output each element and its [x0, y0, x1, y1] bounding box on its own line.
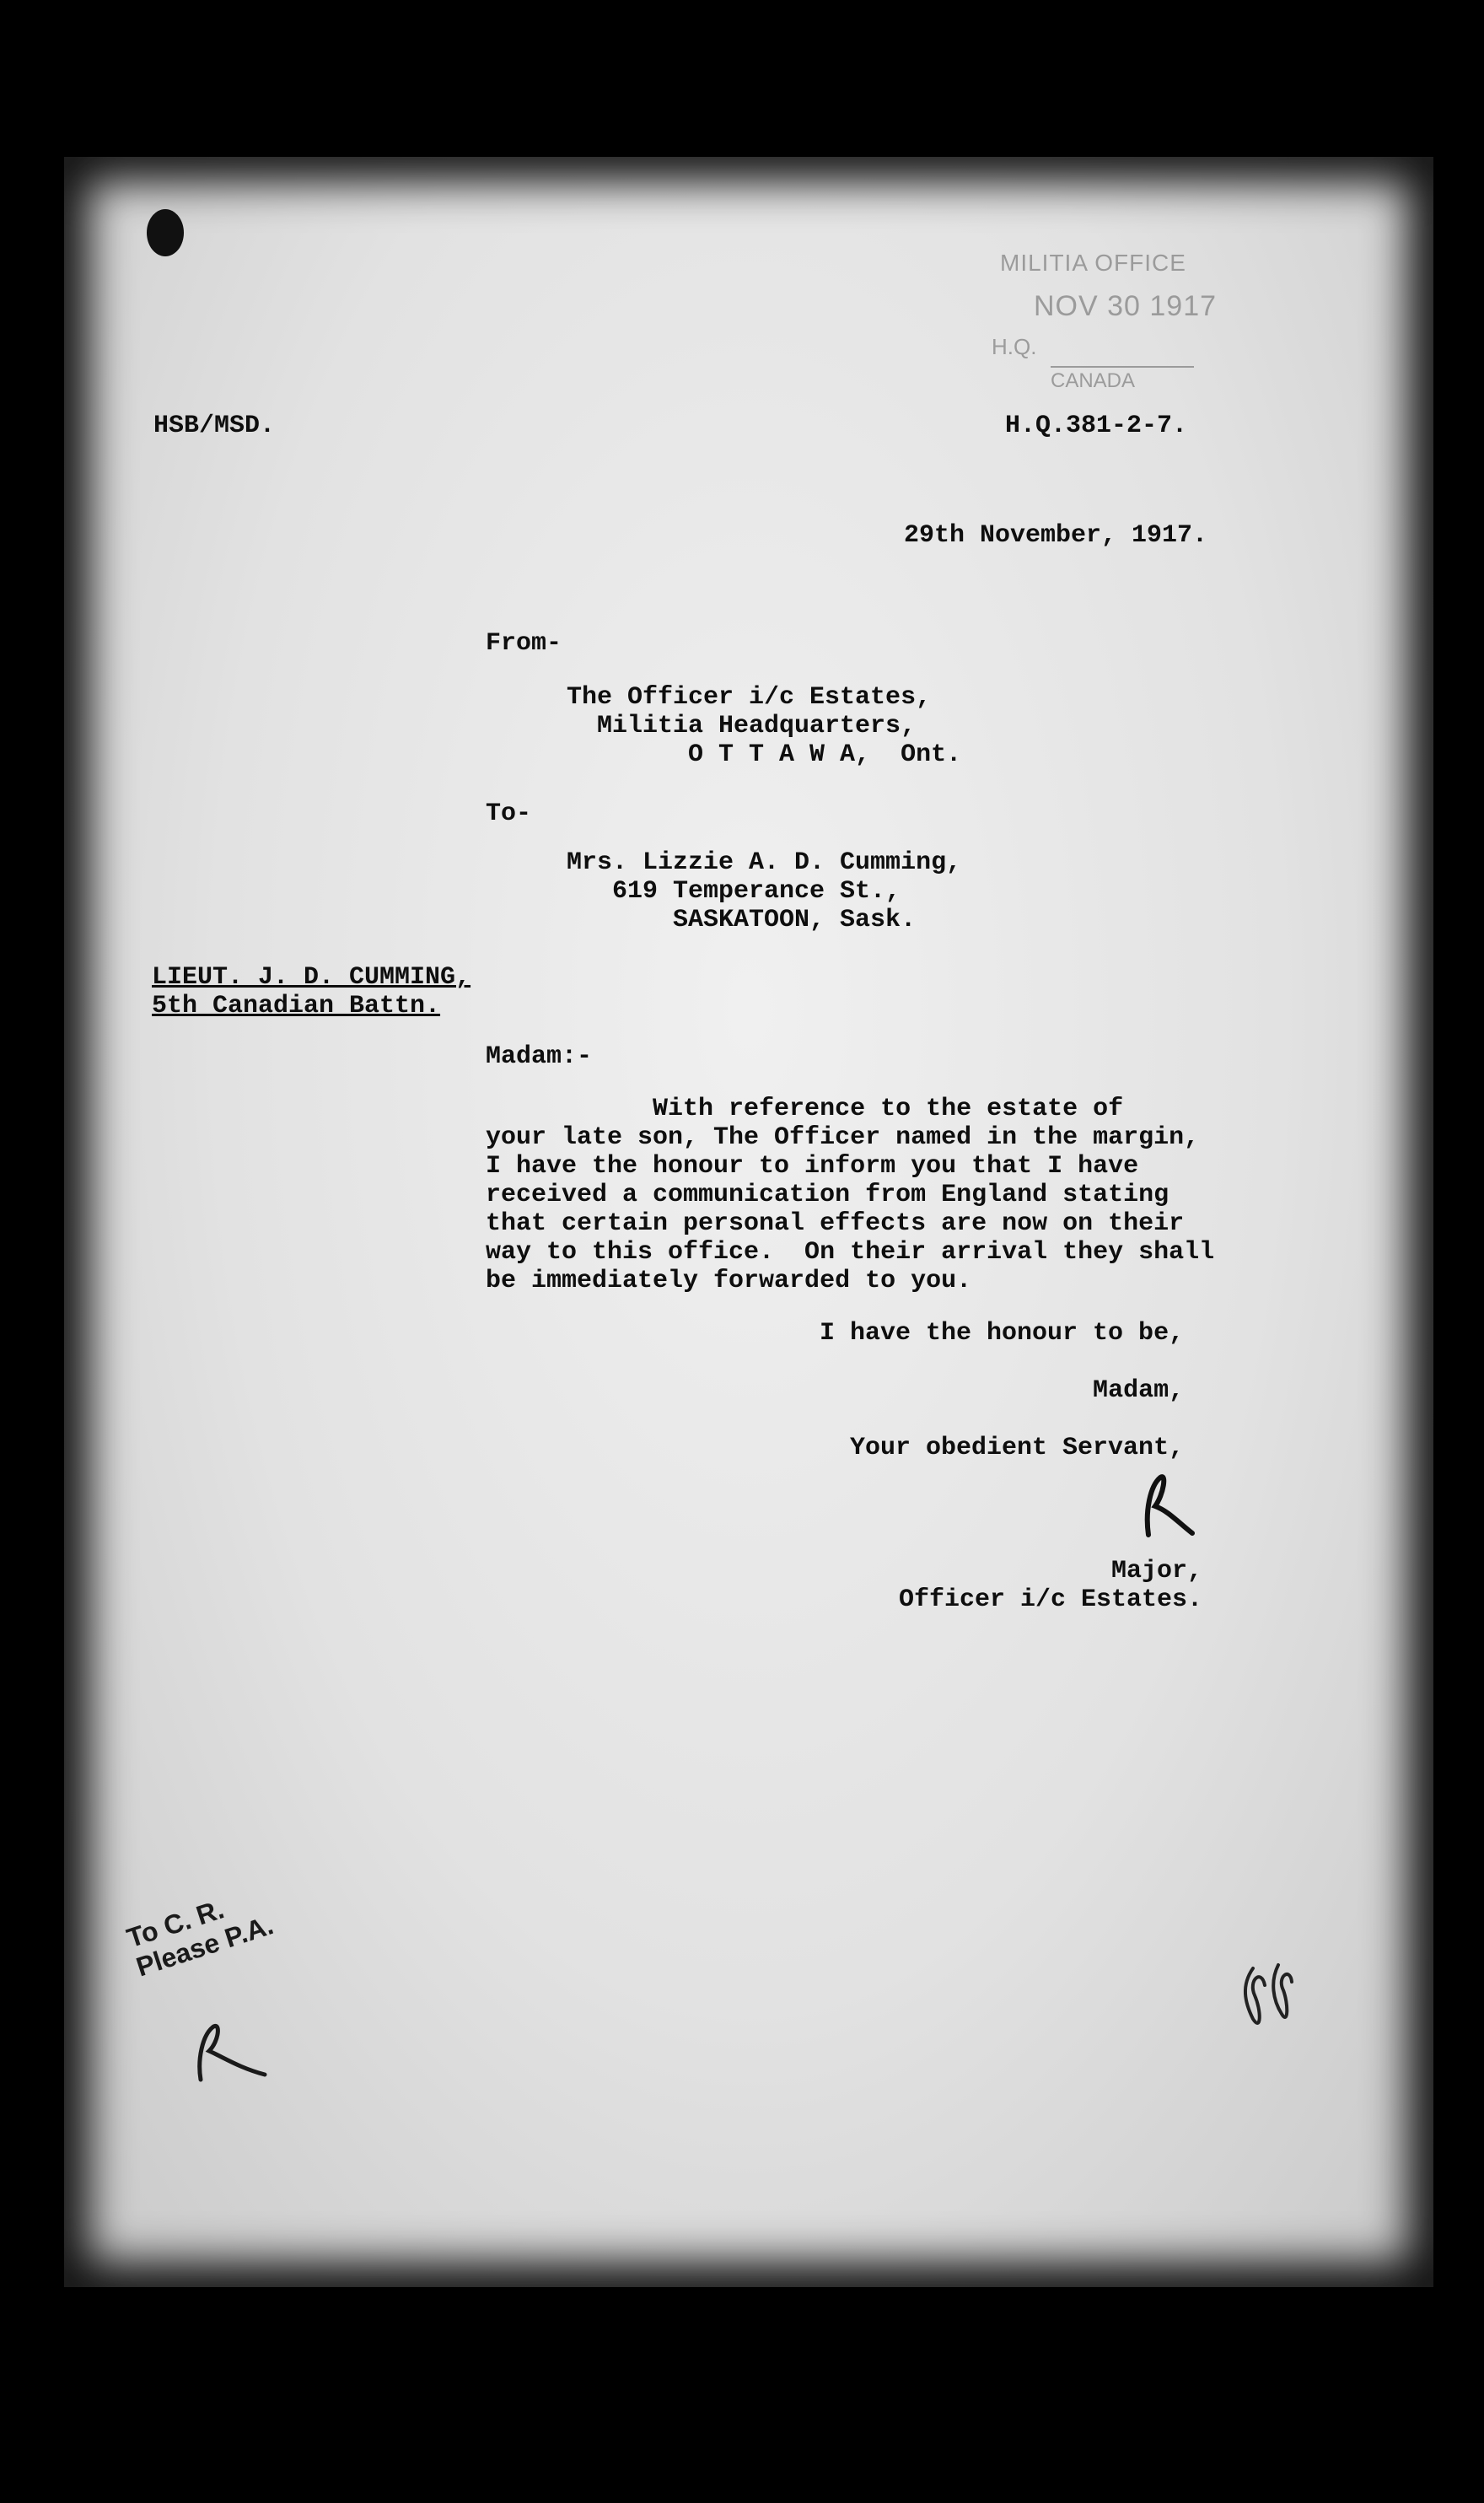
letter-closing: I have the honour to be, Madam, Your obedient Servant, [820, 1319, 1185, 1462]
letter-date: 29th November, 1917. [904, 521, 1208, 550]
handwritten-initial [184, 2012, 277, 2088]
from-label: From- [486, 629, 562, 658]
stamp-line-4: CANADA [1051, 366, 1194, 393]
margin-soldier-name: LIEUT. J. D. CUMMING, 5th Canadian Battn. [152, 963, 471, 1020]
recipient-address: Mrs. Lizzie A. D. Cumming, 619 Temperance St., SASKATOON, Sask. [567, 848, 962, 934]
document-sheet [64, 157, 1433, 2287]
signature-initial [1130, 1469, 1206, 1545]
folio-mark [1236, 1951, 1304, 2044]
stamp-date: NOV 30 1917 [1034, 290, 1218, 322]
salutation: Madam:- [486, 1042, 593, 1071]
stamp-line-1: MILITIA OFFICE [1000, 250, 1186, 276]
stamp-line-3: H.Q. [992, 334, 1037, 359]
file-reference-right: H.Q.381-2-7. [1005, 412, 1188, 440]
received-stamp [992, 250, 1261, 401]
sender-address: The Officer i/c Estates, Militia Headquarters, O T T A W A, Ont. [567, 683, 962, 769]
file-reference-left: HSB/MSD. [153, 412, 276, 440]
letter-body: With reference to the estate of your late son, The Officer named in the margin, I have the honour to inform you that I have received a communication from England stating that certain personal effects are now on their way to this office. On their arrival they shall be immediately forwarded to you. [486, 1095, 1215, 1295]
punch-hole [147, 209, 184, 256]
to-label: To- [486, 799, 532, 828]
signatory-rank: Major, Officer i/c Estates. [899, 1557, 1203, 1614]
handwritten-note: To C. R. Please P.A. [123, 1893, 277, 1983]
